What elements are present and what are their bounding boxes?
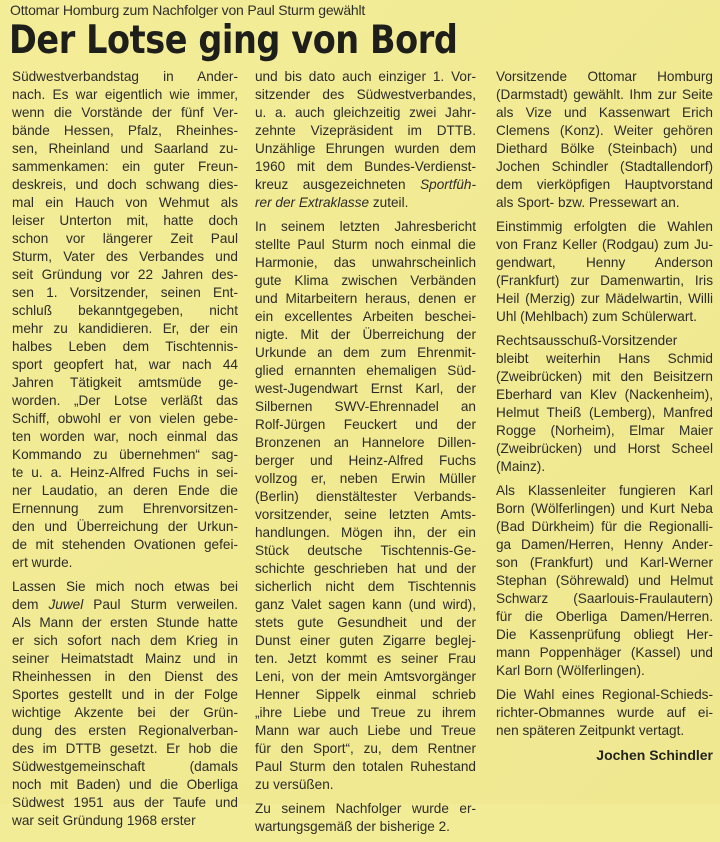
text-line: Südwest 1951 aus der Taufe und [12,795,238,810]
text-line: dung des ersten Regionalverban- [12,723,238,738]
text-line: wichtige Akzente bei der Grün- [12,705,238,720]
text-line: ga Damen/Herren, Henny Ander- [496,537,713,552]
text-line: seiner Heimatstadt Mainz und in [12,651,238,666]
text-line: Rechtsausschuß-Vorsitzender [496,333,678,348]
text-line: seit Gründung vor 22 Jahren des- [12,267,238,282]
text-line: Heil (Merzig) zur Mädelwartin, Willi [496,291,713,306]
text-line: sport geopfert hat, war nach 44 [12,357,238,372]
text-line: Südwestgemeinschaft (damals [12,759,238,774]
text-line: richter-Obmannes wurde auf ei- [496,705,713,720]
text-line: Rheinhessen in den Dienst des [12,669,238,684]
text-line: Eberhard van Klev (Nackenheim), [496,387,713,402]
text-line: Leni, von der mein Amtsvorgänger [255,669,476,684]
text-line: Als Mann der ersten Stunde hatte [12,615,238,630]
text-line: ein excellentes Arbeiten beschei- [255,309,476,324]
text-line: de mit stehenden Ovationen gefei- [12,537,238,552]
text-line: ner Laudatio, an deren Ende die [12,483,238,498]
text-line: vorsitzender, seine letzten Amts- [255,507,476,522]
text-line: dem Juwel Paul Sturm verweilen. [12,597,238,612]
text-line: son (Frankfurt) und Karl-Werner [496,555,713,570]
text-line: Kommando zu übernehmen“ sag- [12,447,238,462]
text-line: rer der Extraklasse zuteil. [255,195,409,210]
text-line: halbes Leben dem Tischtennis- [12,339,238,354]
text-line: Diethard Bölke (Steinbach) und [496,141,713,156]
paragraph [496,332,713,476]
text-line: Mann war auch Liebe und Treue [255,723,476,738]
text-line: mehr zu kandidieren. Er, der ein [12,321,238,336]
text-line: Silbernen SWV-Ehrennadel an [255,399,476,414]
text-line: Schwarz (Saarlouis-Fraulautern) [496,591,713,606]
text-line: Clemens (Konz). Weiter gehören [496,123,713,138]
text-line: 1960 mit dem Bundes-Verdienst- [255,159,476,174]
text-line: nen späteren Zeitpunkt vertagt. [496,723,685,738]
paragraph [12,578,238,830]
text-line: (Zweibrücken) mit den Beisitzern [496,369,713,384]
text-line: Uhl (Mehlbach) zum Schülerwart. [496,309,697,324]
text-line: berger und Heinz-Alfred Fuchs [255,453,476,468]
text-line: te u. a. Heinz-Alfred Fuchs in sei- [12,465,238,480]
emphasis-text: rer der Extraklasse [255,195,370,210]
text-line: sicherlich nicht dem Tischtennis [255,579,476,594]
text-line: Einstimmig erfolgten die Wahlen [496,219,713,234]
text-line: und Mitarbeitern heraus, denen er [255,291,476,306]
text-line: Zu seinem Nachfolger wurde er- [255,801,476,816]
paragraph [496,68,713,212]
text-line: und bis dato auch einziger 1. Vor- [255,69,476,84]
text-line: zehnte Vizepräsident im DTTB. [255,123,476,138]
column-3-body [496,68,713,740]
text-line: Henner Sippelk einmal schrieb [255,687,476,702]
text-line: ert wurde. [12,555,73,570]
text-line: west-Jugendwart Ernst Karl, der [255,381,476,396]
article-kicker: Ottomar Homburg zum Nachfolger von Paul Sturm gewählt [10,2,366,18]
text-line: nach. Es war eigentlich wie immer, [12,87,238,102]
text-line: Sturm, Vater des Verbandes und [12,249,238,264]
text-line: schichte geschrieben hat und der [255,561,476,576]
text-line: für den Sport“, zu, dem Rentner [255,741,476,756]
paragraph [496,686,713,740]
text-line: (Darmstadt) gewählt. Ihm zur Seite [496,87,713,102]
text-line: mal ein Hauch von Wehmut als [12,195,238,210]
text-line: „ihre Liebe und Treue zu ihrem [255,705,476,720]
text-line: war seit Gründung 1968 erster [12,813,196,828]
text-line: Harmonie, das unwahrscheinlich [255,255,476,270]
text-line: Dunst einer guten Zigarre beglej- [255,633,476,648]
text-line: ganz Valet sagen kann (und wird), [255,597,476,612]
text-line: dem vierköpfigen Hauptvorstand [496,177,713,192]
text-line: Jochen Schindler (Stadtallendorf) [496,159,713,174]
text-line: worden. „Der Lotse verläßt das [12,393,238,408]
text-line: des im DTTB gesetzt. Er hob die [12,741,238,756]
text-line: gute Klima zwischen Verbänden [255,273,476,288]
text-line: sen, Rheinland und Saarland zu- [12,141,238,156]
text-line: Ernennung zum Ehrenvorsitzen- [12,501,238,516]
text-line: kreuz ausgezeichneten Sportfüh- [255,177,476,192]
article-author: Jochen Schindler [596,747,713,763]
text-line: u. a. auch gleichzeitig zwei Jahr- [255,105,476,120]
text-line: Rolf-Jürgen Feuckert und der [255,417,476,432]
text-line: ten. Jetzt kommt es seiner Frau [255,651,476,666]
text-line: Die Wahl eines Regional-Schieds- [496,687,713,702]
text-line: den und Überreichung der Urkun- [12,519,238,534]
text-line: als Vize und Kassenwart Erich [496,105,713,120]
text-line: Stephan (Söhrewald) und Helmut [496,573,713,588]
text-line: Als Klassenleiter fungieren Karl [496,483,713,498]
article-headline: Der Lotse ging von Bord [9,18,458,63]
text-line: zu versüßen. [255,777,334,792]
text-line: Helmut Theiß (Lemberg), Manfred [496,405,713,420]
text-line: wenn die Vorstände der fünf Ver- [12,105,238,120]
text-line: Sportes gestellt und in der Folge [12,687,238,702]
text-line: schluß bekanntgegeben, nicht [12,303,238,318]
text-line: stellte Paul Sturm noch einmal die [255,237,476,252]
text-line: glied ernannten ehemaligen Süd- [255,363,476,378]
text-line: (Berlin) dienstältester Verbands- [255,489,476,504]
text-line: handlungen. Mögen ihn, der ein [255,525,476,540]
text-line: sen 1. Vorsitzender, seinen Ent- [12,285,238,300]
text-line: Schiff, obwohl er von vielen gebe- [12,411,238,426]
emphasis-text: Sportfüh- [420,177,476,192]
text-line: nigte. Mit der Überreichung der [255,327,476,342]
article-column-2 [255,68,476,842]
text-line: Rogge (Norheim), Elmar Maier [496,423,713,438]
paragraph [496,218,713,326]
text-line: gendwart, Henny Anderson [496,255,713,270]
text-line: sitzender des Südwestverbandes, [255,87,476,102]
text-line: ten worden war, noch einmal das [12,429,238,444]
text-line: Die Kassenprüfung obliegt Her- [496,627,713,642]
text-line: von Franz Keller (Rodgau) zum Ju- [496,237,713,252]
text-line: Urkunde an dem zum Ehrenmit- [255,345,476,360]
text-line: für die Oberliga Damen/Herren. [496,609,713,624]
article-column-1 [12,68,238,836]
text-line: mann Poppenhäger (Kassel) und [496,645,713,660]
text-line: als Sport- bzw. Pressewart an. [496,195,680,210]
text-line: Karl Born (Wölferlingen). [496,663,645,678]
text-line: noch mit Baden) und die Oberliga [12,777,238,792]
text-line: wartungsgemäß der bisherige 2. [255,819,450,834]
article-column-3 [496,68,713,764]
text-line: deskreis, und doch schwang dies- [12,177,238,192]
text-line: Born (Wölferlingen) und Kurt Neba [496,501,713,516]
text-line: (Mainz). [496,459,546,474]
text-line: Bronzenen an Hannelore Dillen- [255,435,476,450]
text-line: stets gute Gesundheit und der [255,615,476,630]
text-line: (Zweibrücken) und Horst Scheel [496,441,713,456]
text-line: bleibt weiterhin Hans Schmid [496,351,713,366]
text-line: Stück deutsche Tischtennis-Ge- [255,543,476,558]
text-line: (Frankfurt) zur Damenwartin, Iris [496,273,713,288]
text-line: Unzählige Ehrungen wurden dem [255,141,476,156]
text-line: schon vor längerer Zeit Paul [12,231,238,246]
paragraph [255,800,476,836]
text-line: bände Hessen, Pfalz, Rheinhes- [12,123,238,138]
text-line: sammenkamen: ein guter Freun- [12,159,238,174]
text-line: leiser Unterton mit, hatte doch [12,213,238,228]
text-line: vollzog er, neben Erwin Müller [255,471,476,486]
paragraph [12,68,238,572]
text-line: In seinem letzten Jahresbericht [255,219,476,234]
paragraph [255,68,476,212]
paragraph [496,482,713,680]
text-line: er sich sofort nach dem Krieg in [12,633,238,648]
emphasis-text: Juwel [48,597,84,612]
text-line: Jahren Tätigkeit amtsmüde ge- [12,375,238,390]
text-line: (Bad Dürkheim) für die Regionalli- [496,519,713,534]
text-line: Südwestverbandstag in Ander- [12,69,238,84]
text-line: Vorsitzende Ottomar Homburg [496,69,713,84]
text-line: Paul Sturm den totalen Ruhestand [255,759,476,774]
paragraph [255,218,476,794]
text-line: Lassen Sie mich noch etwas bei [12,579,238,594]
